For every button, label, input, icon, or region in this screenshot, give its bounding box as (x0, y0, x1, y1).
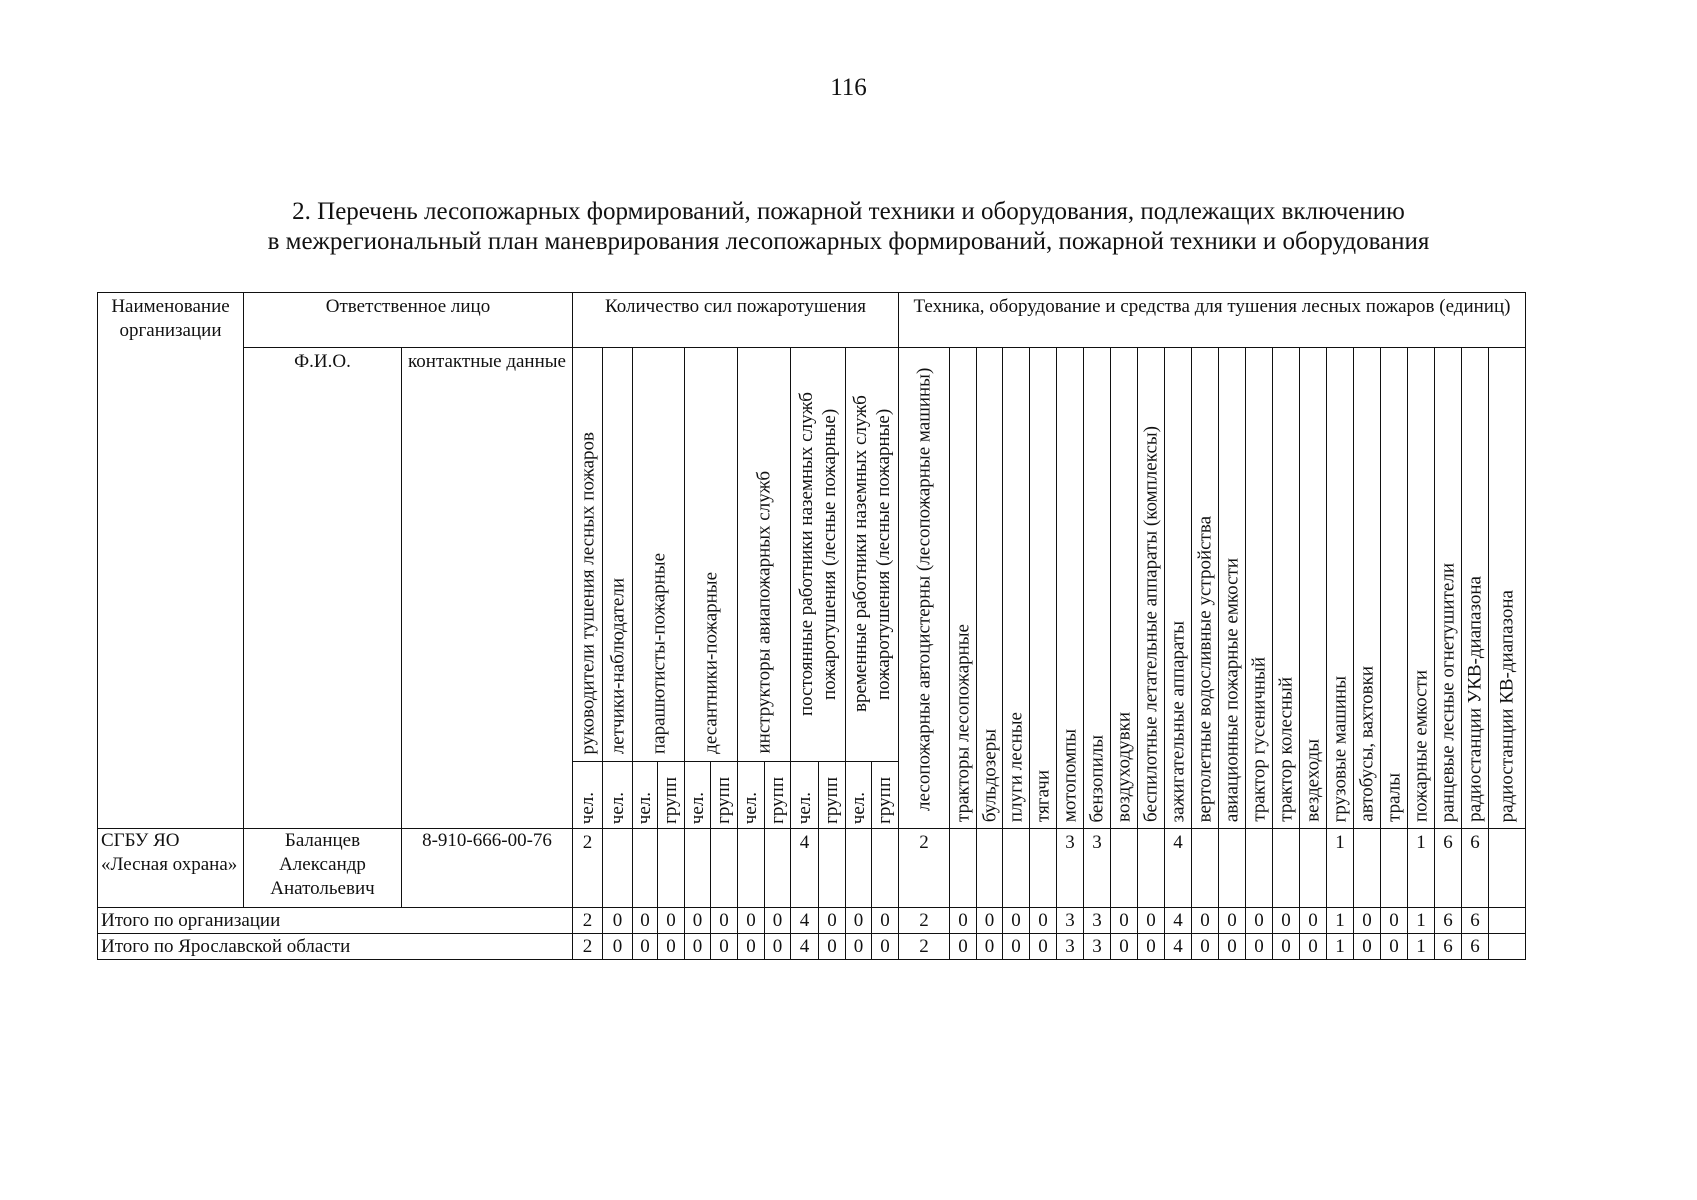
header-equipment-column (1462, 348, 1489, 829)
total-force-cell: 0 (711, 908, 738, 934)
total-equipment-cell: 0 (1219, 934, 1246, 960)
equipment-value-cell (977, 829, 1003, 908)
total-force-cell: 0 (846, 934, 872, 960)
total-equipment-cell: 3 (1057, 934, 1084, 960)
total-equipment-cell: 0 (1192, 934, 1219, 960)
force-column-label: парашютисты-пожарные (648, 552, 669, 754)
equipment-value-cell: 1 (1408, 829, 1435, 908)
total-equipment-cell: 0 (950, 908, 977, 934)
total-force-cell: 0 (819, 908, 846, 934)
total-equipment-cell: 1 (1408, 908, 1435, 934)
equipment-column-label: трактор гусеничный (1248, 657, 1270, 822)
total-equipment-cell: 6 (1462, 934, 1489, 960)
equipment-column-label: трактор колесный (1275, 677, 1297, 822)
total-force-cell: 0 (633, 908, 658, 934)
force-value-cell (603, 829, 633, 908)
total-equipment-cell: 2 (899, 934, 950, 960)
header-equipment-column (1003, 348, 1030, 829)
document-title (0, 197, 1697, 257)
force-value-cell (658, 829, 685, 908)
total-equipment-cell: 6 (1435, 934, 1462, 960)
total-force-cell: 4 (791, 934, 819, 960)
header-equipment-column (1219, 348, 1246, 829)
header-equipment-column (1246, 348, 1273, 829)
equipment-column-label: тракторы лесопожарные (952, 624, 974, 822)
unit-label: чел. (686, 791, 708, 824)
page-number: 116 (830, 74, 867, 101)
total-label: Итого по Ярославской области (98, 934, 573, 960)
equipment-column-label: тралы (1383, 773, 1405, 822)
equipment-column-label: тягачи (1032, 770, 1054, 822)
total-equipment-cell: 0 (1354, 908, 1381, 934)
unit-label: чел. (793, 791, 815, 824)
equipment-column-label: мотопомпы (1059, 728, 1081, 822)
total-equipment-cell: 0 (1111, 934, 1138, 960)
total-force-cell: 0 (685, 934, 711, 960)
header-equipment-column (899, 348, 950, 829)
total-equipment-cell: 1 (1327, 934, 1354, 960)
equipment-column-label: авиационные пожарные емкости (1221, 557, 1243, 822)
unit-label: групп (713, 776, 734, 824)
header-force-column (738, 348, 791, 762)
total-force-cell: 0 (738, 934, 765, 960)
equipment-value-cell (1273, 829, 1300, 908)
unit-cell (658, 761, 685, 828)
equipment-value-cell: 4 (1165, 829, 1192, 908)
unit-label: чел. (606, 791, 628, 824)
equipment-column-label: воздуходувки (1113, 712, 1135, 822)
total-force-cell: 0 (872, 908, 899, 934)
header-forces: Количество сил пожаротушения (573, 293, 899, 348)
equipment-value-cell (1138, 829, 1165, 908)
total-force-cell: 2 (573, 934, 603, 960)
header-equipment-column (1408, 348, 1435, 829)
header-equipment-column (1273, 348, 1300, 829)
equipment-value-cell (1192, 829, 1219, 908)
force-column-label: руководители тушения лесных пожаров (577, 431, 598, 754)
header-equipment-column (1489, 348, 1526, 829)
total-equipment-cell: 0 (977, 908, 1003, 934)
total-equipment-cell: 0 (1273, 908, 1300, 934)
equipment-column-label: вездеходы (1302, 739, 1324, 822)
equipment-column-label: беспилотные летательные аппараты (комплексы) (1140, 426, 1162, 822)
equipment-value-cell: 3 (1084, 829, 1111, 908)
header-row-columns (98, 348, 1526, 762)
formations-table (97, 292, 1526, 960)
equipment-value-cell: 3 (1057, 829, 1084, 908)
unit-label: групп (660, 776, 681, 824)
unit-label: групп (766, 776, 788, 824)
header-force-column (633, 348, 685, 762)
org-name-cell: СГБУ ЯО «Лесная охрана» (98, 829, 244, 908)
header-equipment-column (1084, 348, 1111, 829)
header-equipment-column (1354, 348, 1381, 829)
total-equipment-cell: 4 (1165, 934, 1192, 960)
total-equipment-cell: 0 (1354, 934, 1381, 960)
unit-label: чел. (576, 791, 598, 824)
equipment-column-label: зажигательные аппараты (1167, 620, 1189, 822)
header-equipment-column (1111, 348, 1138, 829)
total-equipment-cell: 0 (1138, 908, 1165, 934)
equipment-column-label: бульдозеры (979, 728, 1000, 822)
total-equipment-cell: 2 (899, 908, 950, 934)
equipment-value-cell (1300, 829, 1327, 908)
header-equipment-column (1030, 348, 1057, 829)
header-equipment-column (1435, 348, 1462, 829)
equipment-value-cell (1381, 829, 1408, 908)
force-column-label: инструкторы авиапожарных служб (753, 471, 775, 754)
total-equipment-cell: 1 (1408, 934, 1435, 960)
force-column-label: летчики-наблюдатели (607, 577, 628, 754)
equipment-value-cell: 1 (1327, 829, 1354, 908)
total-force-cell: 0 (765, 934, 791, 960)
header-force-column (846, 348, 899, 762)
total-force-cell: 0 (658, 908, 685, 934)
force-value-cell (765, 829, 791, 908)
equipment-column-label: бензопилы (1086, 734, 1108, 822)
equipment-value-cell: 6 (1462, 829, 1489, 908)
total-equipment-cell: 0 (1246, 908, 1273, 934)
force-column-label: десантники-пожарные (700, 572, 722, 754)
total-label: Итого по организации (98, 908, 573, 934)
total-force-cell: 0 (765, 908, 791, 934)
unit-cell (791, 761, 819, 828)
total-force-cell: 0 (711, 934, 738, 960)
equipment-value-cell (1111, 829, 1138, 908)
header-equipment-column (1165, 348, 1192, 829)
unit-cell (819, 761, 846, 828)
force-value-cell: 2 (573, 829, 603, 908)
total-force-cell: 0 (872, 934, 899, 960)
total-equipment-cell (1489, 908, 1526, 934)
equipment-column-label: радиостанции УКВ-диапазона (1464, 576, 1486, 822)
unit-cell (846, 761, 872, 828)
total-equipment-cell: 6 (1462, 908, 1489, 934)
total-force-cell: 4 (791, 908, 819, 934)
header-equipment-column (1138, 348, 1165, 829)
force-value-cell: 4 (791, 829, 819, 908)
unit-cell (872, 761, 899, 828)
header-contacts: контактные данные (402, 348, 573, 829)
fio-cell: Баланцев Александр Анатольевич (244, 829, 402, 908)
header-equipment-column (1300, 348, 1327, 829)
total-equipment-cell: 0 (1246, 934, 1273, 960)
unit-cell (685, 761, 711, 828)
total-equipment-cell: 0 (1381, 908, 1408, 934)
header-equipment: Техника, оборудование и средства для тушения лесных пожаров (единиц) (899, 293, 1526, 348)
total-force-cell: 0 (658, 934, 685, 960)
total-equipment-cell: 0 (1003, 908, 1030, 934)
total-equipment-cell (1489, 934, 1526, 960)
total-force-cell: 0 (819, 934, 846, 960)
total-equipment-cell: 3 (1084, 934, 1111, 960)
header-equipment-column (977, 348, 1003, 829)
equipment-value-cell (1003, 829, 1030, 908)
force-column-label: постоянные работники наземных служб пожаротушения (лесные пожарные) (796, 392, 840, 716)
force-value-cell (846, 829, 872, 908)
equipment-column-label: плуги лесные (1005, 711, 1027, 822)
header-row-groups (98, 293, 1526, 348)
equipment-value-cell: 2 (899, 829, 950, 908)
header-org-name: Наименование организации (98, 293, 244, 829)
force-value-cell (685, 829, 711, 908)
total-equipment-cell: 0 (1111, 908, 1138, 934)
header-equipment-column (950, 348, 977, 829)
total-force-cell: 2 (573, 908, 603, 934)
table-row-total-organization (98, 908, 1526, 934)
unit-cell (765, 761, 791, 828)
unit-cell (573, 761, 603, 828)
total-equipment-cell: 0 (1381, 934, 1408, 960)
equipment-column-label: вертолетные водосливные устройства (1194, 515, 1216, 822)
equipment-column-label: автобусы, вахтовки (1356, 666, 1378, 822)
total-equipment-cell: 0 (1300, 934, 1327, 960)
total-equipment-cell: 0 (1300, 908, 1327, 934)
header-responsible: Ответственное лицо (244, 293, 573, 348)
equipment-column-label: лесопожарные автоцистерны (лесопожарные машины) (913, 367, 935, 811)
total-force-cell: 0 (603, 934, 633, 960)
total-equipment-cell: 0 (1003, 934, 1030, 960)
total-equipment-cell: 0 (1138, 934, 1165, 960)
header-force-column (791, 348, 846, 762)
equipment-value-cell (1246, 829, 1273, 908)
force-value-cell (819, 829, 846, 908)
total-equipment-cell: 6 (1435, 908, 1462, 934)
header-force-column (603, 348, 633, 762)
total-equipment-cell: 0 (1030, 934, 1057, 960)
total-force-cell: 0 (738, 908, 765, 934)
total-force-cell: 0 (846, 908, 872, 934)
total-equipment-cell: 0 (1273, 934, 1300, 960)
force-value-cell (711, 829, 738, 908)
force-value-cell (738, 829, 765, 908)
table-row-total-region (98, 934, 1526, 960)
header-equipment-column (1327, 348, 1354, 829)
equipment-column-label: грузовые машины (1329, 675, 1351, 822)
header-equipment-column (1192, 348, 1219, 829)
unit-cell (711, 761, 738, 828)
total-equipment-cell: 0 (977, 934, 1003, 960)
total-equipment-cell: 0 (1219, 908, 1246, 934)
equipment-value-cell (950, 829, 977, 908)
unit-cell (738, 761, 765, 828)
unit-label: чел. (634, 791, 655, 824)
total-equipment-cell: 3 (1057, 908, 1084, 934)
title-line-1: 2. Перечень лесопожарных формирований, пожарной техники и оборудования, подлежащих включению (292, 198, 1405, 225)
equipment-column-label: ранцевые лесные огнетушители (1437, 562, 1459, 822)
equipment-value-cell: 6 (1435, 829, 1462, 908)
total-equipment-cell: 3 (1084, 908, 1111, 934)
total-equipment-cell: 0 (1192, 908, 1219, 934)
equipment-column-label: радиостанции КВ-диапазона (1496, 589, 1518, 822)
title-line-2: в межрегиональный план маневрирования лесопожарных формирований, пожарной техники и оборудования (267, 228, 1430, 255)
force-value-cell (872, 829, 899, 908)
total-force-cell: 0 (603, 908, 633, 934)
total-equipment-cell: 0 (1030, 908, 1057, 934)
force-column-label: временные работники наземных служб пожаротушения (лесные пожарные) (850, 395, 894, 713)
equipment-value-cell (1030, 829, 1057, 908)
equipment-value-cell (1354, 829, 1381, 908)
equipment-column-label: пожарные емкости (1410, 670, 1432, 822)
header-force-column (573, 348, 603, 762)
total-force-cell: 0 (685, 908, 711, 934)
unit-cell (633, 761, 658, 828)
table-row-organization (98, 829, 1526, 908)
equipment-value-cell (1219, 829, 1246, 908)
total-equipment-cell: 0 (950, 934, 977, 960)
total-equipment-cell: 4 (1165, 908, 1192, 934)
unit-label: чел. (847, 791, 869, 824)
header-equipment-column (1057, 348, 1084, 829)
header-force-column (685, 348, 738, 762)
unit-label: чел. (740, 791, 761, 824)
total-equipment-cell: 1 (1327, 908, 1354, 934)
unit-cell (603, 761, 633, 828)
header-fio: Ф.И.О. (244, 348, 402, 829)
unit-label: групп (874, 776, 895, 824)
equipment-value-cell (1489, 829, 1526, 908)
header-equipment-column (1381, 348, 1408, 829)
unit-label: групп (821, 776, 842, 824)
force-value-cell (633, 829, 658, 908)
total-force-cell: 0 (633, 934, 658, 960)
contacts-cell: 8-910-666-00-76 (402, 829, 573, 908)
